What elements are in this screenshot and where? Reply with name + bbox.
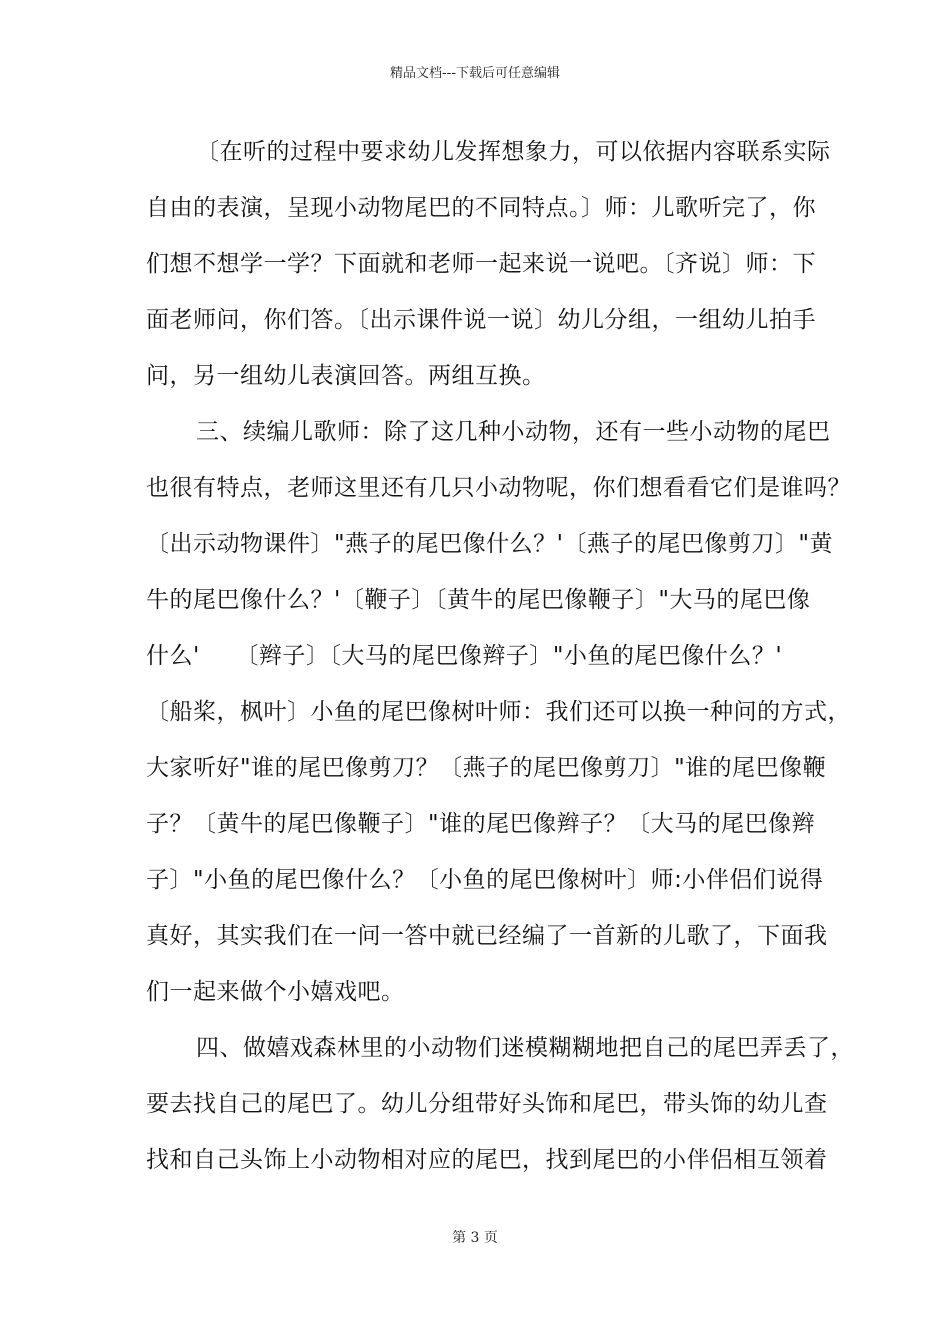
page-number: 第 3 页: [452, 1230, 498, 1246]
paragraph-2-line-1: 三、续编儿歌师：除了这几种小动物，还有一些小动物的尾巴: [196, 419, 831, 445]
paragraph-2-line-8: 子？〔黄牛的尾巴像鞭子〕"谁的尾巴像辫子？〔大马的尾巴像辫: [146, 811, 816, 837]
paragraph-1-line-3: 们想不想学一学？下面就和老师一起来说一说吧。〔齐说〕师：下: [146, 251, 816, 277]
paragraph-1-line-2: 自由的表演，呈现小动物尾巴的不同特点。〕师：儿歌听完了，你: [146, 195, 816, 221]
paragraph-2-line-10: 真好，其实我们在一问一答中就已经编了一首新的儿歌了，下面我: [146, 923, 828, 949]
paragraph-2-line-4: 牛的尾巴像什么？'〔鞭子〕〔黄牛的尾巴像鞭子〕"大马的尾巴像: [146, 587, 811, 613]
paragraph-2-line-2: 也很有特点，老师这里还有几只小动物呢，你们想看看它们是谁吗？: [146, 475, 851, 501]
paragraph-2-line-3: 〔出示动物课件〕"燕子的尾巴像什么？'〔燕子的尾巴像剪刀〕"黄: [146, 531, 833, 557]
paragraph-1-line-4: 面老师问，你们答。〔出示课件说一说〕幼儿分组，一组幼儿拍手: [146, 307, 816, 333]
paragraph-1-line-5: 问，另一组幼儿表演回答。两组互换。: [146, 363, 546, 389]
paragraph-2-line-6: 〔船桨，枫叶〕小鱼的尾巴像树叶师：我们还可以换一种问的方式，: [146, 699, 851, 725]
paragraph-3-line-2: 要去找自己的尾巴了。幼儿分组带好头饰和尾巴，带头饰的幼儿查: [146, 1091, 828, 1117]
paragraph-2-line-9: 子〕"小鱼的尾巴像什么？〔小鱼的尾巴像树叶〕师:小伴侣们说得: [146, 867, 824, 893]
document-body: [146, 124, 854, 1188]
page-header: 精品文档---下载后可任意编辑: [389, 66, 561, 81]
paragraph-2-line-5: 什么' 〔辫子〕〔大马的尾巴像辫子〕"小鱼的尾巴像什么？': [146, 643, 783, 669]
paragraph-3-line-3: 找和自己头饰上小动物相对应的尾巴，找到尾巴的小伴侣相互领着: [146, 1147, 828, 1173]
paragraph-1-line-1: 〔在听的过程中要求幼儿发挥想象力，可以依据内容联系实际: [196, 139, 831, 165]
paragraph-3-line-1: 四、做嬉戏森林里的小动物们迷模糊糊地把自己的尾巴弄丢了，: [196, 1035, 854, 1061]
paragraph-2-line-7: 大家听好"谁的尾巴像剪刀？〔燕子的尾巴像剪刀〕"谁的尾巴像鞭: [146, 755, 827, 781]
paragraph-2-line-11: 们一起来做个小嬉戏吧。: [146, 979, 405, 1005]
